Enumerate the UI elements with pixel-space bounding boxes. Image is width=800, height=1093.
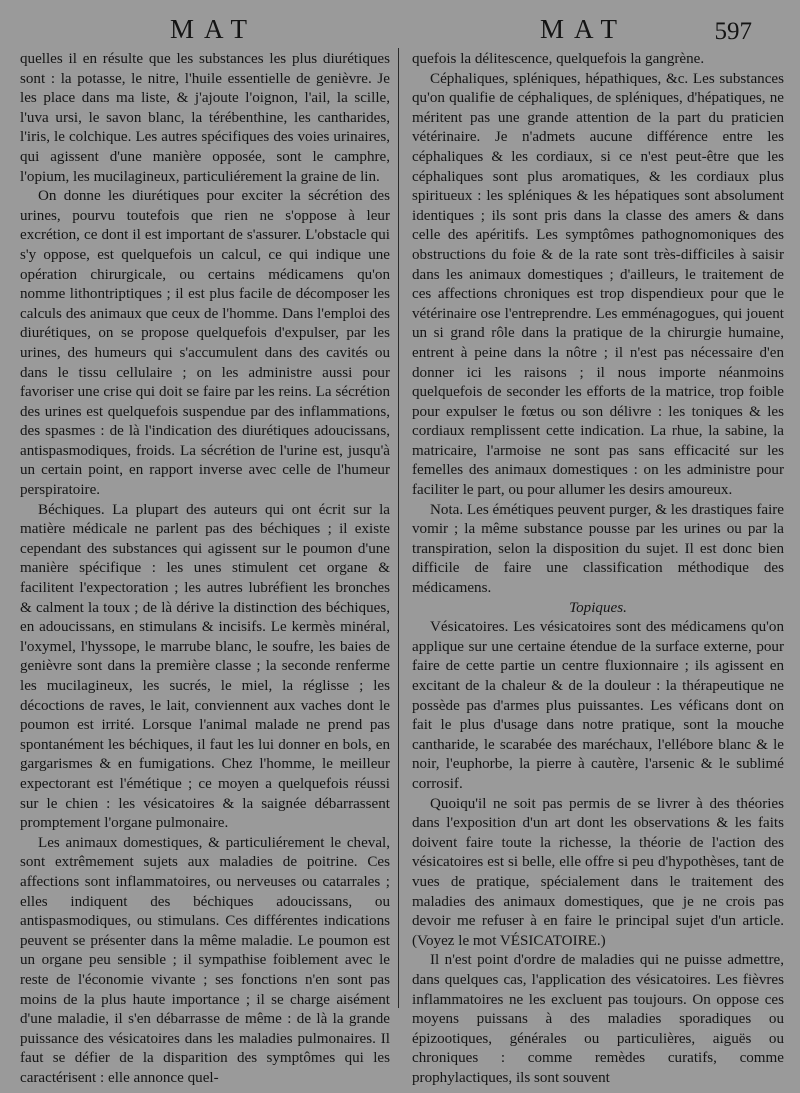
- paragraph: quefois la délitescence, quelquefois la gangrène.: [412, 51, 705, 67]
- left-column: [20, 50, 390, 1088]
- right-column: [412, 50, 784, 1088]
- paragraph: Il n'est point d'ordre de maladies qui ne puisse admettre, dans quelques cas, l'application des vésicatoires. Les fièvres inflammatoires ne les excluent pas toujours. On oppose ces moyens puissans à des maladies sporadiques ou épizootiques, générales ou particulières, aiguës ou chroniques : comme remèdes curatifs, comme prophylactiques, ils sont souvent: [412, 952, 784, 1086]
- header-right: MAT: [540, 14, 628, 44]
- paragraph: Nota. Les émétiques peuvent purger, & les drastiques faire vomir ; la même substance pousse par les urines ou par la transpiration, selon la disposition du sujet. Il est donc bien difficile de faire une classification méthodique des médicamens.: [412, 501, 784, 597]
- paragraph: Vésicatoires. Les vésicatoires sont des médicamens qu'on applique sur une certaine étendue de la surface externe, pour faire de cette partie un centre fluxionnaire ; ils agissent en excitant de la chaleur & de la douleur : la thérapeutique ne possède pas d'armes plus puissantes. Les véficans dont on fait le plus d'usage dans notre pratique, sont la mouche cantharide, le scarabée des maréchaux, l'ellébore blanc & le noir, l'euphorbe, la pierre à cautère, l'arsenic & le sublimé corrosif.: [412, 619, 784, 792]
- paragraph: On donne les diurétiques pour exciter la sécrétion des urines, pourvu toutefois que rien ne s'oppose à leur excrétion, ce dont il est important de s'assurer. L'obstacle qui s'y oppose, est quelquefois un calcul, ce qui indique une opération chirurgicale, ou certains médicamens qu'on nomme lithontriptiques ; il est plus facile de décomposer les calculs des animaux que ceux de l'homme. Dans l'emploi des diurétiques, on se propose quelquefois d'expulser, par les urines, des humeurs qui s'accumulent dans des cavités ou dans le tissu cellulaire ; on les administre aussi pour favoriser une crise qui doit se faire par les reins. La sécrétion des urines est quelquefois suspendue par des inflammations, des spasmes : de là l'indication des diurétiques adoucissans, antispasmodiques, froids. La sécrétion de l'urine est, jusqu'à un certain point, en rapport inverse avec celle de l'humeur perspiratoire.: [20, 188, 390, 499]
- page-number: 597: [714, 18, 752, 45]
- column-divider: [398, 48, 399, 1008]
- paragraph: Céphaliques, spléniques, hépathiques, &c. Les substances qu'on qualifie de céphaliques, de spléniques, d'hépatiques, ne méritent pas une grande attention de la part du praticien vétérinaire. Je n'admets aucune différence entre les céphaliques & les cordiaux, si ce n'est peut-être que les céphaliques sont plus aromatiques, & les cordiaux plus spiritueux : les spléniques & les hépatiques sont absolument identiques ; ils sont pris dans la classe des amers & dans celle des apéritifs. Les symptômes pathognomoniques des obstructions du foie & de la rate sont très-difficiles à saisir dans les animaux domestiques ; d'ailleurs, le traitement de ces affections chroniques est trop dispendieux pour que le vétérinaire ose l'entreprendre. Les emménagogues, qui jouent un si grand rôle dans la pratique de la chirurgie humaine, entrent à peine dans la nôtre ; il n'est pas nécessaire d'en donner ici les raisons ; il nous importe néanmoins quelquefois de seconder les efforts de la matrice, trop foible pour expulser le fœtus ou son délivre : les toniques & les cordiaux remplissent cette indication. La rhue, la sabine, la matricaire, l'armoise ne sont pas sans efficacité sur les femelles des animaux domestiques : on les administre pour faciliter le part, ou pour allumer les desirs amoureux.: [412, 70, 784, 499]
- section-title: Topiques.: [569, 599, 627, 616]
- running-header: [0, 14, 800, 48]
- paragraph: quelles il en résulte que les substances les plus diurétiques sont : la potasse, le nitre, l'huile essentielle de genièvre. Je les place dans ma liste, & j'ajoute l'oignon, l'ail, la scille, l'uva ursi, le savon blanc, la térébenthine, les cantharides, l'iris, le colchique. Les autres spécifiques des voies urinaires, qui agissent d'une manière opposée, sont le camphre, l'opium, les mucilagineux, particuliérement la graine de lin.: [20, 51, 390, 185]
- paragraph: Quoiqu'il ne soit pas permis de se livrer à des théories dans l'exposition d'un art dont les observations & les faits doivent faire toute la richesse, la théorie de l'action des vésicatoires est si belle, elle offre si peu d'hypothèses, tant de vues de pratique, spécialement dans le traitement des maladies des animaux domestiques, que je ne crois pas devoir me refuser à en faire le principal sujet d'un article. (Voyez le mot VÉSICATOIRE.): [412, 795, 784, 949]
- header-left: MAT: [170, 14, 258, 44]
- paragraph: Béchiques. La plupart des auteurs qui ont écrit sur la matière médicale ne parlent pas des béchiques ; il existe cependant des substances qui agissent sur le poumon d'une manière spécifique : les unes stimulent cet organe & facilitent l'expectoration ; les autres lubréfient les bronches & calment la toux ; de là dérive la distinction des béchiques, en adoucissans, en stimulans & incisifs. Le kermès minéral, l'oxymel, l'hyssope, le marrube blanc, le soufre, les baies de genièvre sont dans la première classe ; la seconde renferme les mucilagineux, les sucrés, le miel, la réglisse ; les décoctions de raves, le lait, conviennent aux vaches dont le poumon est irrité. Lorsque l'animal malade ne prend pas spontanément les béchiques, il faut les lui donner en bols, en gargarismes & en fumigations. Chez l'homme, le meilleur expectorant est l'émétique ; ce moyen a quelquefois réussi sur le chien : les vésicatoires & la saignée débarrassent promptement l'organe pulmonaire.: [20, 501, 390, 832]
- paragraph: Les animaux domestiques, & particuliérement le cheval, sont extrêmement sujets aux maladies de poitrine. Ces affections sont inflammatoires, ou nerveuses ou catarrales ; elles indiquent des béchiques adoucissans, ou antispasmodiques, ou stimulans. Ces différentes indications peuvent se présenter dans la même maladie. Le poumon est un organe peu sensible ; il sympathise foiblement avec le reste de l'économie vivante ; ses fonctions n'en sont pas moins de la plus haute importance ; il se charge aisément d'une maladie, il s'en débarrasse de même : de là la grande puissance des vésicatoires dans les maladies pulmonaires. Il faut se défier de la disparition des symptômes qui les caractérisent : elle annonce quel-: [20, 834, 390, 1086]
